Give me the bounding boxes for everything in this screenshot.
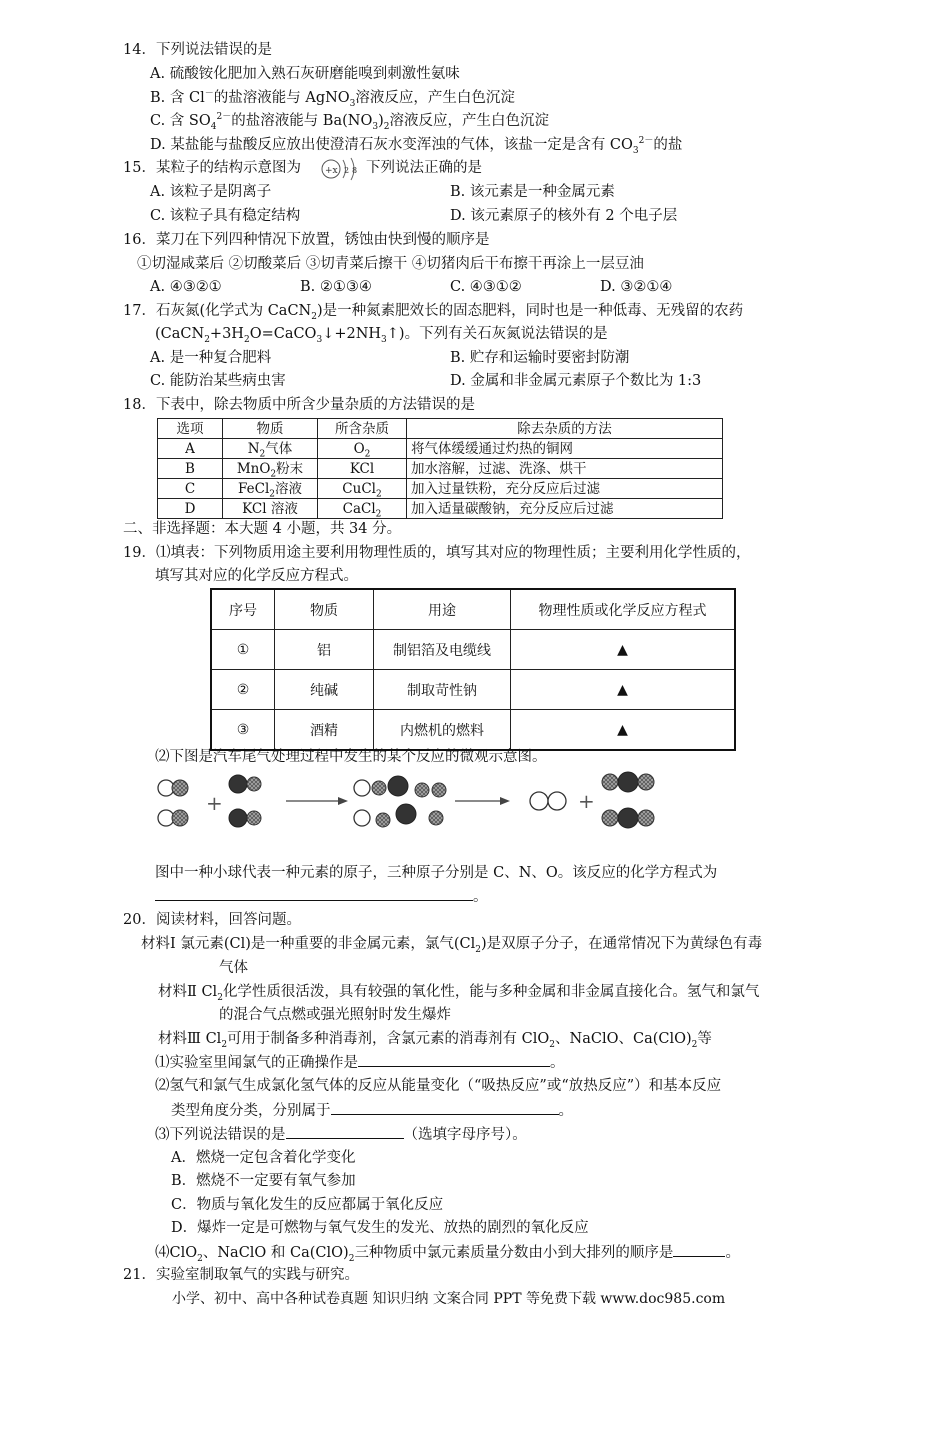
q19-stem-line2: 填写其对应的化学反应方程式。: [155, 568, 358, 584]
table-header: 物理性质或化学反应方程式: [511, 589, 736, 630]
molecule-n2: [530, 792, 566, 810]
diagram-nucleus: +x: [325, 166, 338, 176]
reaction-arrow: [286, 797, 348, 805]
answer-cell[interactable]: ▲: [511, 670, 736, 710]
diagram-shell-2: 8: [352, 166, 358, 175]
table-cell: 制取苛性钠: [374, 670, 511, 710]
table-cell: 加入过量铁粉，充分反应后过滤: [407, 479, 723, 499]
answer-blank[interactable]: [331, 1100, 559, 1115]
q17-option-a: A. 是一种复合肥料: [150, 350, 272, 366]
table-cell: ②: [211, 670, 275, 710]
table-cell: ①: [211, 630, 275, 670]
table-row: [158, 479, 723, 499]
q19-stem-line1: 19．⑴填表：下列物质用途主要利用物理性质的，填写其对应的物理性质；主要利用化学性质的，: [123, 545, 751, 561]
table-header: 用途: [374, 589, 511, 630]
q16-option-b: B. ②①③④: [300, 279, 372, 295]
answer-blank[interactable]: [673, 1242, 725, 1257]
answer-blank[interactable]: [155, 886, 473, 901]
table-header: 物质: [275, 589, 374, 630]
molecule-co2: [602, 808, 654, 828]
q20-sub-3: ⑶下列说法错误的是 （选填字母序号）。: [155, 1124, 527, 1145]
q20-material-1-cont: 气体: [219, 960, 248, 976]
table-cell: 加入适量碳酸钠，充分反应后过滤: [407, 499, 723, 519]
table-cell: 将气体缓缓通过灼热的铜网: [407, 439, 723, 459]
table-header: 物质: [223, 419, 318, 439]
table-row: [211, 630, 735, 670]
molecule-co: [229, 775, 261, 793]
table-row: [158, 499, 723, 519]
q15-option-d: D. 该元素原子的核外有 2 个电子层: [450, 208, 678, 224]
table-cell: 制铝箔及电缆线: [374, 630, 511, 670]
table-cell: B: [158, 459, 223, 479]
table-cell: MnO$_2$粉末: [223, 459, 318, 479]
table-header-row: [158, 419, 723, 439]
plus-sign: +: [206, 791, 223, 815]
table-header: 除去杂质的方法: [407, 419, 723, 439]
reaction-arrow: [455, 797, 510, 805]
table-cell: $N_2$气体: [223, 439, 318, 459]
q19-table: [210, 588, 736, 751]
q20-material-2: 材料Ⅱ $Cl_2$化学性质很活泼，具有较强的氧化性，能与多种金属和非金属直接化合。氢气和氯气: [158, 984, 760, 1003]
q15-option-c: C. 该粒子具有稳定结构: [150, 208, 301, 224]
table-header: 所含杂质: [318, 419, 407, 439]
molecule-no: [158, 780, 188, 796]
q19-part2-question: 图中一种小球代表一种元素的原子，三种原子分别是 C、N、O。该反应的化学方程式为: [155, 865, 718, 881]
section-title: 二、非选择题：本大题 4 小题，共 34 分。: [123, 521, 402, 537]
q16-stem: 16．菜刀在下列四种情况下放置，锈蚀由快到慢的顺序是: [123, 232, 490, 248]
plus-sign: +: [578, 789, 595, 813]
table-cell: A: [158, 439, 223, 459]
molecule-co: [229, 809, 261, 827]
table-cell: 加水溶解，过滤、洗涤、烘干: [407, 459, 723, 479]
q16-option-a: A. ④③②①: [150, 279, 222, 295]
table-cell: 铝: [275, 630, 374, 670]
molecule-no: [158, 810, 188, 826]
table-cell: D: [158, 499, 223, 519]
table-cell: CuCl$_2$: [318, 479, 407, 499]
table-cell: $O_2$: [318, 439, 407, 459]
table-row: [158, 459, 723, 479]
intermediate-atoms: [354, 776, 446, 827]
q16-items: ①切湿咸菜后 ②切酸菜后 ③切青菜后擦干 ④切猪肉后干布擦干再涂上一层豆油: [137, 256, 644, 272]
q17-option-b: B. 贮存和运输时要密封防潮: [450, 350, 630, 366]
q16-option-c: C. ④③①②: [450, 279, 522, 295]
q20-material-1: 材料Ⅰ 氯元素(Cl)是一种重要的非金属元素，氯气$(Cl_2)$是双原子分子，在通常情况下为黄绿色有毒: [141, 936, 763, 955]
table-row: [211, 710, 735, 751]
q17-stem-line2: $(CaCN_2+3H_2O=CaCO_3↓+2NH_3↑)$。下列有关石灰氮说法错误的是: [155, 326, 608, 345]
q20-material-3: 材料Ⅲ $Cl_2$可用于制备多种消毒剂，含氯元素的消毒剂有 ClO$_2$、NaClO、$Ca(ClO)_2$等: [158, 1031, 712, 1050]
q17-option-c: C. 能防治某些病虫害: [150, 373, 286, 389]
q20-option-a: A．燃烧一定包含着化学变化: [171, 1150, 356, 1166]
q18-table: [157, 418, 723, 519]
q18-stem: 18．下表中，除去物质中所含少量杂质的方法错误的是: [123, 397, 475, 413]
q20-option-b: B．燃烧不一定要有氧气参加: [171, 1173, 356, 1189]
q14-option-c: C. 含 $SO_4^{2-}$的盐溶液能与 $Ba(NO_3)_2$溶液反应，产生白色沉淀: [150, 112, 549, 132]
q19-answer-line: 。: [155, 886, 488, 907]
table-cell: KCl 溶液: [223, 499, 318, 519]
table-cell: ③: [211, 710, 275, 751]
q15-option-b: B. 该元素是一种金属元素: [450, 184, 615, 200]
table-header: 序号: [211, 589, 275, 630]
q17-stem-line1: 17．石灰氮(化学式为 CaCN$_2$)是一种氮素肥效长的固态肥料，同时也是一种低毒、无残留的农药: [123, 303, 744, 322]
q21-stem: 21．实验室制取氧气的实践与研究。: [123, 1267, 359, 1283]
q19-part2-text: ⑵下图是汽车尾气处理过程中发生的某个反应的微观示意图。: [155, 749, 547, 765]
page-footer: 小学、初中、高中各种试卷真题 知识归纳 文案合同 PPT 等免费下载 www.doc985.com: [172, 1291, 726, 1307]
reaction-micro-diagram: [150, 768, 690, 838]
table-cell: 纯碱: [275, 670, 374, 710]
table-cell: C: [158, 479, 223, 499]
table-cell: FeCl$_2$溶液: [223, 479, 318, 499]
q15-stem-post: 下列说法正确的是: [366, 160, 482, 176]
q20-sub-2-cont: 类型角度分类，分别属于 。: [171, 1100, 573, 1121]
q20-material-2-cont: 的混合气点燃或强光照射时发生爆炸: [219, 1007, 451, 1023]
q20-option-d: D．爆炸一定是可燃物与氧气发生的发光、放热的剧烈的氧化反应: [171, 1220, 589, 1236]
q14-option-b: B. 含 Cl－的盐溶液能与 AgNO$_3$溶液反应，产生白色沉淀: [150, 89, 515, 109]
q16-option-d: D. ③②①④: [600, 279, 673, 295]
answer-cell[interactable]: ▲: [511, 630, 736, 670]
q20-stem: 20．阅读材料，回答问题。: [123, 912, 301, 928]
atom-structure-diagram: [318, 156, 366, 182]
table-cell: CaCl$_2$: [318, 499, 407, 519]
q20-sub-1: ⑴实验室里闻氯气的正确操作是 。: [155, 1052, 565, 1073]
table-row: [158, 439, 723, 459]
table-cell: 酒精: [275, 710, 374, 751]
q20-sub-2: ⑵氢气和氯气生成氯化氢气体的反应从能量变化（“吸热反应”或“放热反应”）和基本反应: [155, 1078, 722, 1094]
table-header-row: [211, 589, 735, 630]
table-row: [211, 670, 735, 710]
table-cell: 内燃机的燃料: [374, 710, 511, 751]
q20-option-c: C．物质与氧化发生的反应都属于氧化反应: [171, 1197, 444, 1213]
table-header: 选项: [158, 419, 223, 439]
diagram-shell-1: 2: [344, 166, 350, 175]
q20-sub-4: ⑷ClO$_2$、NaClO 和 $Ca(ClO)_2$三种物质中氯元素质量分数由小到大排列的顺序是 。: [155, 1242, 740, 1263]
q15-option-a: A. 该粒子是阴离子: [150, 184, 272, 200]
table-cell: KCl: [318, 459, 407, 479]
molecule-co2: [602, 772, 654, 792]
answer-cell[interactable]: ▲: [511, 710, 736, 751]
q14-stem: 14．下列说法错误的是: [123, 42, 272, 58]
q15-stem: 15．某粒子的结构示意图为: [123, 160, 301, 176]
q14-option-a: A. 硫酸铵化肥加入熟石灰研磨能嗅到刺激性氨味: [150, 66, 460, 82]
answer-blank[interactable]: [358, 1052, 550, 1067]
answer-blank[interactable]: [286, 1124, 404, 1139]
q17-option-d: D. 金属和非金属元素原子个数比为 1:3: [450, 373, 702, 389]
q14-option-d: D. 某盐能与盐酸反应放出使澄清石灰水变浑浊的气体，该盐一定是含有 $CO_3^{2-}$的盐: [150, 136, 683, 156]
